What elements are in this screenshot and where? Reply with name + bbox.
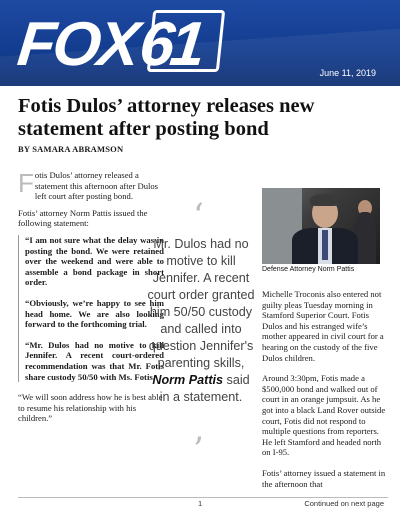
intro-paragraph — [18, 170, 164, 202]
pullquote-tail: said in a statement. — [159, 373, 250, 404]
publish-date: June 11, 2019 — [319, 68, 376, 78]
attorney-photo — [262, 188, 380, 264]
logo-fox-text: FOX — [14, 10, 141, 79]
pullquote — [146, 236, 256, 406]
pullquote-text: Mr. Dulos had no motive to kill Jennifer. A recent court order granted him 50/50 custody and called into question Jennifer's parenting skills, — [147, 237, 255, 370]
continued-link[interactable]: Continued on next page — [304, 499, 384, 508]
right-column — [262, 289, 390, 499]
quote-block — [18, 235, 164, 382]
logo-number-text: 61 — [136, 10, 206, 79]
quote-paragraph: “Mr. Dulos had no motive to kill Jennifer. A recent court-ordered recommendation was that Mr. Fotis share custody 50/50 with Ms. Fotis. — [25, 339, 164, 382]
masthead-banner — [0, 0, 400, 86]
left-column — [18, 170, 164, 430]
intro-text: otis Dulos’ attorney released a statement this afternoon after Dulos left court after posting bond. — [34, 170, 159, 202]
pullquote-open-mark: ‘ — [193, 196, 204, 236]
closing-quote-paragraph: “We will soon address how he is best able to resume his relationship with his children.” — [18, 392, 163, 424]
pullquote-close-mark: ’ — [193, 430, 204, 470]
body-paragraph: Fotis’ attorney issued a statement in the afternoon that — [262, 467, 386, 489]
headline: Fotis Dulos’ attorney releases new statement after posting bond — [18, 95, 315, 140]
fox61-logo — [14, 10, 206, 79]
body-paragraph: Around 3:30pm, Fotis made a $500,000 bond and walked out of court in an orange jumpsuit. As he got into a black Land Rover outside court, Fotis did not respond to multiple questions from reporters. He left Stamford and headed north on I-95. — [262, 373, 386, 458]
quote-paragraph: “Obviously, we’re happy to see him head home. We are also looking forward to the forthcoming trial. — [25, 297, 164, 330]
byline: BY SAMARA ABRAMSON — [18, 144, 124, 154]
pullquote-name: Norm Pattis — [152, 373, 224, 387]
page-number: 1 — [198, 499, 203, 508]
body-paragraph: Michelle Troconis also entered not guilty pleas Tuesday morning in Stamford Superior Court. Fotis Dulos and his estranged wife’s mother appeared in civil court for a hearing on the custody of the five Dulos children. — [262, 289, 384, 363]
drop-cap: F — [18, 168, 34, 198]
photo-caption: Defense Attorney Norm Pattis — [262, 266, 355, 273]
page-footer — [18, 497, 388, 511]
lead-in-paragraph: Fotis’ attorney Norm Pattis issued the following statement: — [18, 207, 148, 229]
quote-paragraph: “I am not sure what the delay was in posting the bond. We were retained over the weekend and were able to assemble a bond package in short order. — [25, 234, 164, 288]
